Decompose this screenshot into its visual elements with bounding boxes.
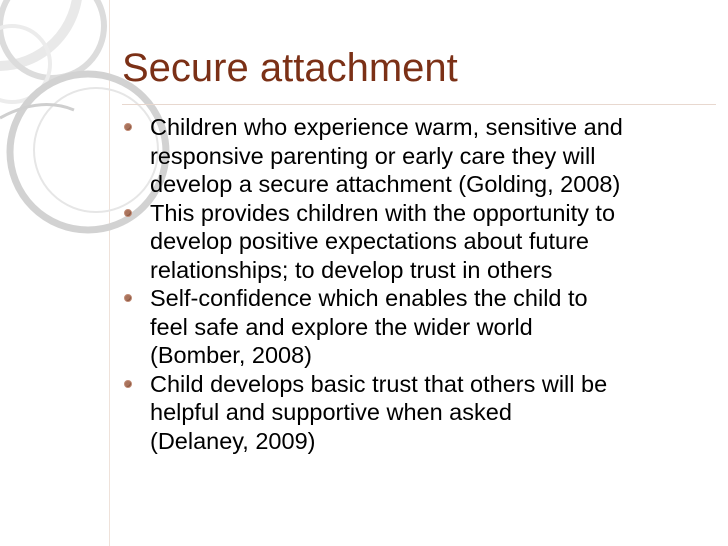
title-divider (122, 104, 716, 105)
slide-title: Secure attachment (122, 46, 458, 90)
bullet-item (124, 284, 714, 370)
bullet-marker-icon (124, 123, 132, 131)
bullet-item (124, 199, 714, 285)
bullet-text-line: This provides children with the opportunity to (150, 199, 616, 226)
bullet-marker-icon (124, 380, 132, 388)
bullet-text-line: Self-confidence which enables the child to (150, 285, 588, 311)
bullet-marker-icon (124, 294, 132, 302)
left-margin-band (0, 0, 110, 546)
bullet-marker-icon (124, 209, 132, 217)
bullet-text-line: (Delaney, 2009) (150, 427, 316, 454)
bullet-text-line: responsive parenting or early care they will (150, 142, 596, 169)
bullet-text-line: develop a secure attachment (Golding, 2008) (150, 171, 621, 197)
bullet-list (124, 113, 714, 455)
bullet-text-line: Child develops basic trust that others will be (150, 370, 608, 397)
bullet-text-line: Children who experience warm, sensitive and (150, 114, 623, 140)
bullet-item (124, 113, 714, 199)
bullet-text-line: (Bomber, 2008) (150, 342, 312, 368)
bullet-text-line: feel safe and explore the wider world (150, 313, 533, 340)
bullet-text-line: helpful and supportive when asked (150, 399, 512, 425)
bullet-item (124, 370, 714, 456)
bullet-text-line: relationships; to develop trust in others (150, 256, 553, 283)
bullet-text-line: develop positive expectations about future (150, 228, 589, 254)
